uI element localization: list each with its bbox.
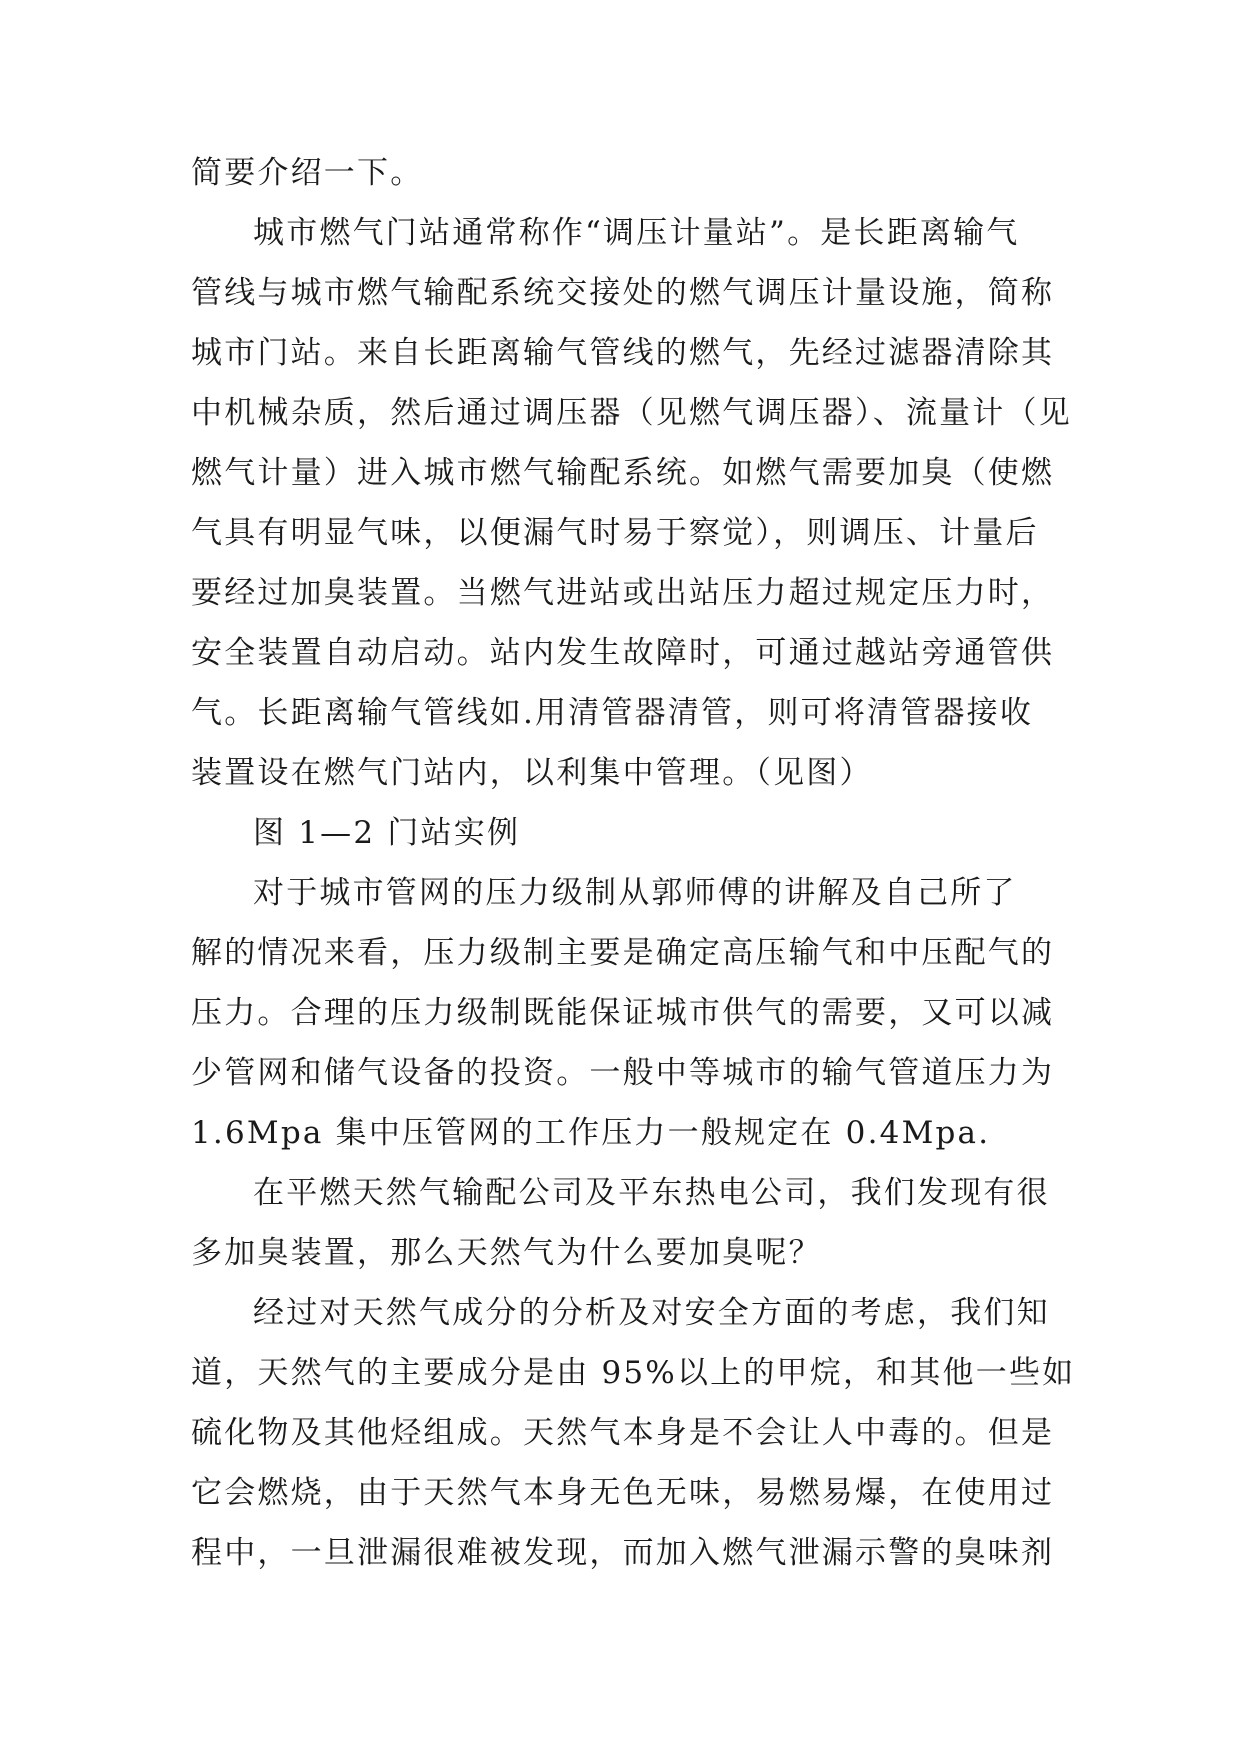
text-line: 在平燃天然气输配公司及平东热电公司，我们发现有很	[253, 1175, 1050, 1211]
text-line: 装置设在燃气门站内，以利集中管理。（见图）	[191, 755, 873, 791]
text-line: 压力。合理的压力级制既能保证城市供气的需要，又可以减	[191, 995, 1055, 1031]
text-line: 中机械杂质，然后通过调压器（见燃气调压器）、流量计（见	[191, 395, 1072, 431]
text-line: 气。长距离输气管线如.用清管器清管，则可将清管器接收	[191, 695, 1034, 731]
text-line: 管线与城市燃气输配系统交接处的燃气调压计量设施，简称	[191, 275, 1055, 311]
text-line: 程中，一旦泄漏很难被发现，而加入燃气泄漏示警的臭味剂	[191, 1535, 1055, 1571]
text-line: 气具有明显气味，以便漏气时易于察觉），则调压、计量后	[191, 515, 1039, 551]
text-line: 硫化物及其他烃组成。天然气本身是不会让人中毒的。但是	[191, 1415, 1055, 1451]
text-line: 1.6Mpa 集中压管网的工作压力一般规定在 0.4Mpa.	[191, 1115, 991, 1151]
text-line: 对于城市管网的压力级制从郭师傅的讲解及自己所了	[253, 875, 1017, 911]
text-line: 道，天然气的主要成分是由 95%以上的甲烷，和其他一些如	[191, 1355, 1076, 1391]
text-line: 简要介绍一下。	[191, 155, 424, 191]
text-line: 少管网和储气设备的投资。一般中等城市的输气管道压力为	[191, 1055, 1055, 1091]
text-line: 它会燃烧，由于天然气本身无色无味，易燃易爆，在使用过	[191, 1475, 1055, 1511]
text-line: 多加臭装置，那么天然气为什么要加臭呢？	[191, 1235, 822, 1271]
text-line: 经过对天然气成分的分析及对安全方面的考虑，我们知	[253, 1295, 1050, 1331]
text-line: 要经过加臭装置。当燃气进站或出站压力超过规定压力时，	[191, 575, 1055, 611]
text-line: 安全装置自动启动。站内发生故障时，可通过越站旁通管供	[191, 635, 1055, 671]
text-line: 城市门站。来自长距离输气管线的燃气，先经过滤器清除其	[191, 335, 1055, 371]
text-line: 燃气计量）进入城市燃气输配系统。如燃气需要加臭（使燃	[191, 455, 1055, 491]
text-line: 解的情况来看，压力级制主要是确定高压输气和中压配气的	[191, 935, 1055, 971]
text-line: 城市燃气门站通常称作“调压计量站”。是长距离输气	[253, 215, 1020, 251]
figure-caption: 图 1—2 门站实例	[253, 815, 521, 851]
